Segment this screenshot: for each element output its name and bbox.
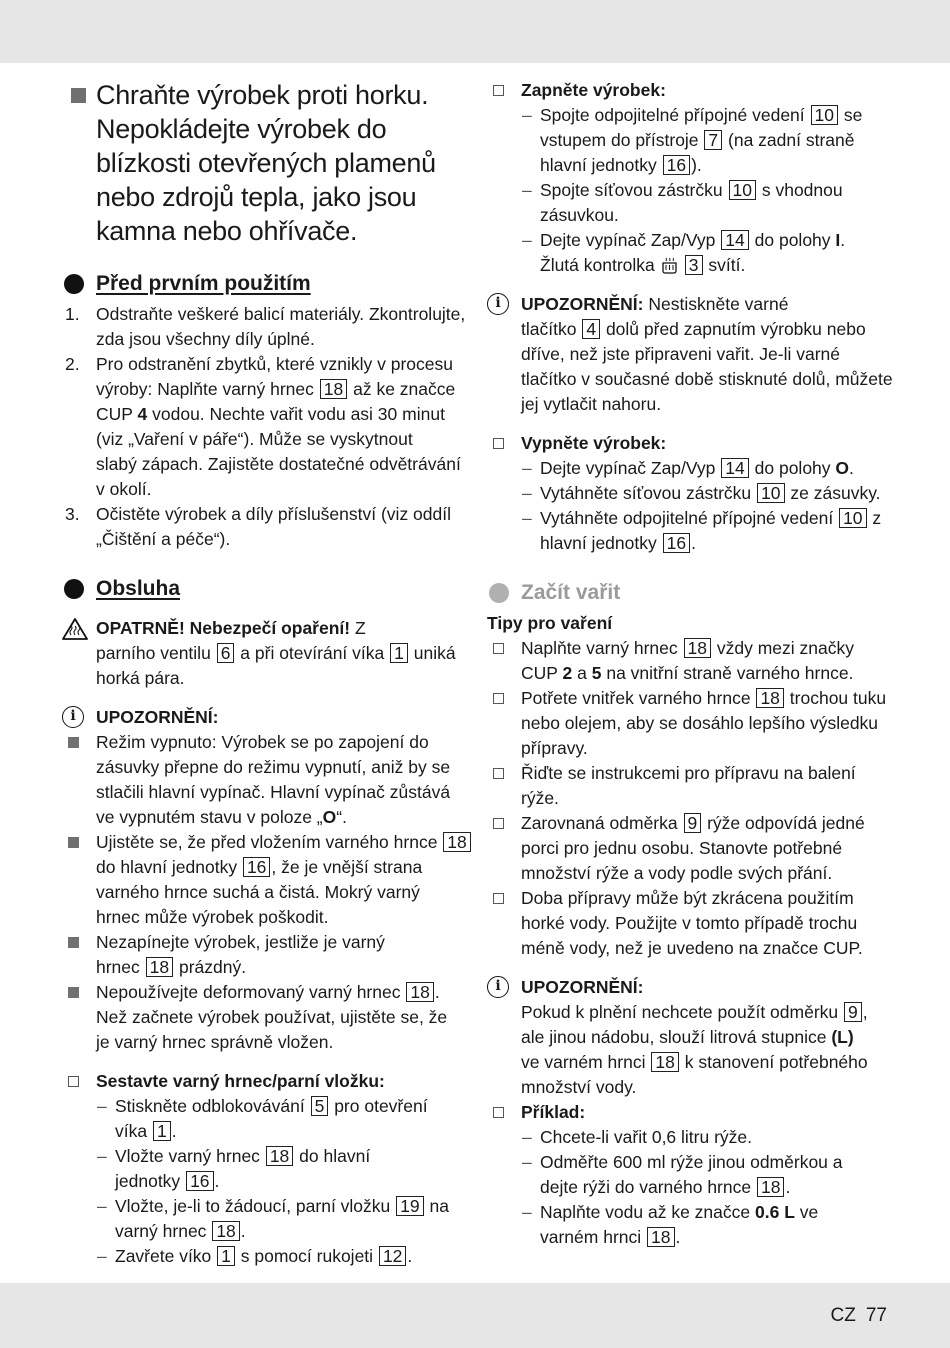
list-item: Potřete vnitřek varného hrnce 18 trochou tuku nebo olejem, aby se dosáhlo lepšího výsledku přípravy.: [487, 686, 897, 761]
list-item: Ujistěte se, že před vložením varného hrnce 18 do hlavní jednotky 16 , že je vnější strana varného hrnce suchá a čistá. Mokrý varný hrnec může výrobek poškodit.: [62, 830, 472, 930]
list-item: Zarovnaná odměrka 9 rýže odpovídá jedné porci pro jednu osobu. Stanovte potřebné množství rýže a vody podle svých přání.: [487, 811, 897, 886]
bullet-dot-icon: [489, 583, 509, 603]
list-item: – Vložte, je-li to žádoucí, parní vložku 19 na varný hrnec 18 .: [97, 1196, 449, 1241]
bullet-dot-icon: [64, 579, 84, 599]
checkbox-icon: [493, 643, 504, 654]
page-number: 77: [865, 1305, 887, 1326]
square-bullet-icon: [68, 937, 79, 948]
checkbox-icon: [493, 893, 504, 904]
square-bullet-icon: [71, 88, 86, 103]
page-footer: [821, 1303, 887, 1329]
section-before-first-use-title: Před prvním použitím: [62, 270, 472, 298]
list-item: Režim vypnuto: Výrobek se po zapojení do zásuvky přepne do režimu vypnutí, aniž by se stlačili hlavní vypínač. Hlavní vypínač zůstává ve vypnutém stavu v poloze „O“.: [62, 730, 472, 830]
checkbox-icon: [493, 85, 504, 96]
first-use-steps: [62, 302, 472, 552]
list-item: Doba přípravy může být zkrácena použitím horké vody. Použijte v tomto případě trochu méně vody, než je uvedeno na značce CUP.: [487, 886, 897, 961]
right-column: [487, 78, 897, 1250]
list-item: – Vytáhněte odpojitelné přípojné vedení 10 z hlavní jednotky 16 .: [522, 508, 882, 553]
hot-surface-warning-icon: [62, 617, 88, 641]
bullet-dot-icon: [64, 274, 84, 294]
checkbox-icon: [493, 1107, 504, 1118]
list-item: – Zavřete víko 1 s pomocí rukojeti 12 .: [97, 1246, 413, 1266]
square-bullet-icon: [68, 737, 79, 748]
heating-indicator-icon: [661, 257, 678, 274]
footer-band: [0, 1283, 950, 1348]
turn-on-heading: Zapněte výrobek:: [487, 78, 897, 103]
left-column: [62, 78, 472, 1269]
list-item: – Dejte vypínač Zap/Vyp 14 do polohy O.: [522, 458, 854, 478]
checkbox-icon: [68, 1076, 79, 1087]
checkbox-icon: [493, 438, 504, 449]
heat-warning: Chraňte výrobek proti horku. Nepokládejte výrobek do blízkosti otevřených plamenů nebo zdrojů tepla, jako jsou kamna nebo ohřívače.: [62, 78, 472, 248]
list-item: – Vložte varný hrnec 18 do hlavní jednotky 16 .: [97, 1146, 371, 1191]
list-item: Nepoužívejte deformovaný varný hrnec 18 . Než začnete výrobek používat, ujistěte se, že je varný hrnec správně vložen.: [62, 980, 472, 1055]
tips-title: Tipy pro vaření: [487, 613, 613, 633]
list-item: – Naplňte vodu až ke značce 0.6 L ve varném hrnci 18 .: [522, 1202, 819, 1247]
note-heading: i UPOZORNĚNÍ:: [62, 705, 472, 730]
language-code: CZ: [830, 1305, 856, 1326]
assemble-heading: Sestavte varný hrnec/parní vložku:: [62, 1069, 472, 1094]
list-item: 3. Očistěte výrobek a díly příslušenství (viz oddíl „Čištění a péče“).: [65, 504, 451, 549]
info-icon: i: [487, 293, 509, 315]
square-bullet-icon: [68, 987, 79, 998]
checkbox-icon: [493, 768, 504, 779]
list-item: – Dejte vypínač Zap/Vyp 14 do polohy I. Žlutá kontrolka 3 svítí.: [522, 230, 846, 275]
note-cook-button: i UPOZORNĚNÍ: Nestiskněte varné tlačítko 4 dolů před zapnutím výrobku nebo dříve, než jste připraveni vařit. Je-li varné tlačítko v současné době stisknuté dolů, můžete jej vytlačit nahoru.: [487, 292, 897, 417]
turn-off-heading: Vypněte výrobek:: [487, 431, 897, 456]
list-item: – Stiskněte odblokovávání 5 pro otevření víka 1 .: [97, 1096, 428, 1141]
header-band: [0, 0, 950, 63]
example-heading: Příklad:: [487, 1100, 897, 1125]
section-operation-title: Obsluha: [62, 575, 472, 603]
info-icon: i: [62, 706, 84, 728]
note-measuring: i UPOZORNĚNÍ: Pokud k plnění nechcete použít odměrku 9 , ale jinou nádobu, slouží litrová stupnice (L) ve varném hrnci 18 k stanovení potřebného množství vody.: [487, 975, 897, 1100]
list-item: – Spojte síťovou zástrčku 10 s vhodnou zásuvkou.: [522, 180, 843, 225]
list-item: – Odměřte 600 ml rýže jinou odměrkou a dejte rýži do varného hrnce 18 .: [522, 1152, 843, 1197]
square-bullet-icon: [68, 837, 79, 848]
list-item: – Chcete-li vařit 0,6 litru rýže.: [522, 1127, 753, 1147]
list-item: 1. Odstraňte veškeré balicí materiály. Zkontrolujte, zda jsou všechny díly úplné.: [65, 304, 466, 349]
caution-scald: OPATRNĚ! Nebezpečí opaření! Z parního ventilu 6 a při otevírání víka 1 uniká horká pára.: [62, 616, 472, 691]
checkbox-icon: [493, 818, 504, 829]
checkbox-icon: [493, 693, 504, 704]
info-icon: i: [487, 976, 509, 998]
list-item: Nezapínejte výrobek, jestliže je varný hrnec 18 prázdný.: [62, 930, 472, 980]
list-item: – Vytáhněte síťovou zástrčku 10 ze zásuvky.: [522, 483, 881, 503]
list-item: 2. Pro odstranění zbytků, které vznikly v procesu výroby: Naplňte varný hrnec 18 až ke značce CUP 4 vodou. Nechte vařit vodu asi 30 minut (viz „Vaření v páře“). Může se vyskytnout slabý zápach. Zajistěte dostatečné odvětrávání v okolí.: [65, 354, 461, 499]
list-item: Naplňte varný hrnec 18 vždy mezi značky CUP 2 a 5 na vnitřní straně varného hrnce.: [487, 636, 897, 686]
section-start-cooking-title: Začít vařit: [487, 579, 897, 607]
list-item: Řiďte se instrukcemi pro přípravu na balení rýže.: [487, 761, 897, 811]
list-item: – Spojte odpojitelné přípojné vedení 10 se vstupem do přístroje 7 (na zadní straně hlavní jednotky 16 ).: [522, 105, 863, 175]
